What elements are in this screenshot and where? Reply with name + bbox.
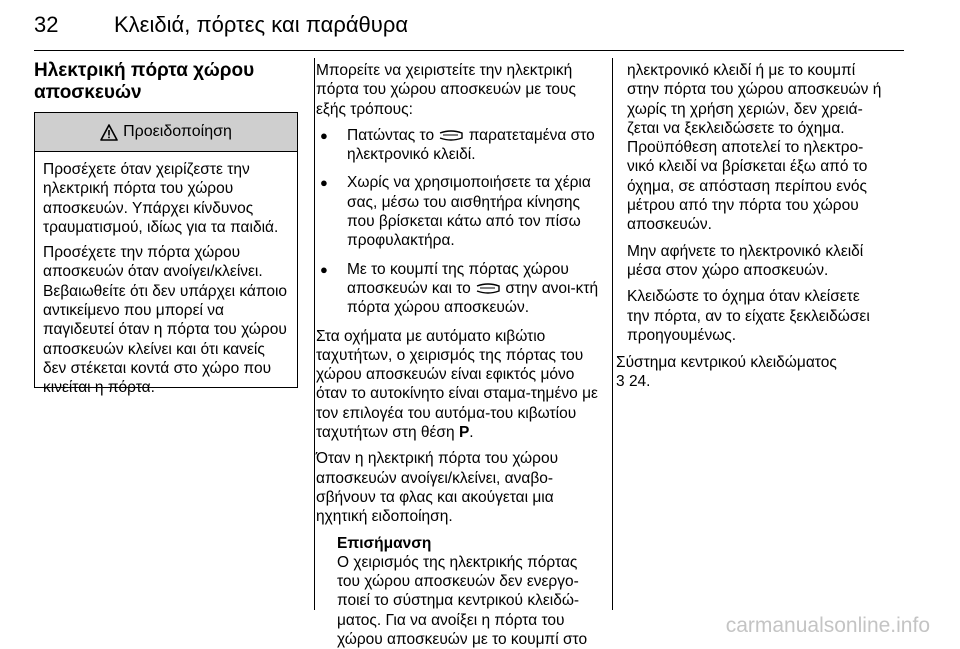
tailgate-icon [438,130,464,142]
intro-paragraph: Μπορείτε να χειριστείτε την ηλεκτρική πόρτα του χώρου αποσκευών με τους εξής τρόπους: [316,62,576,118]
warning-box [34,112,298,397]
note-text: Κλειδώστε το όχημα όταν κλείσετε την πόρτα, αν το είχατε ξεκλειδώσει προηγουμένως. [627,288,870,344]
column-divider [612,58,613,610]
note-continued [616,61,886,345]
watermark: carmanualsonline.info [725,614,930,637]
column-3 [616,61,886,392]
warning-paragraph: Προσέχετε την πόρτα χώρου αποσκευών όταν ανοίγει/κλείνει. Βεβαιωθείτε ότι δεν υπάρχει κάποιο αντικείμενο που μπορεί να παγιδευτεί όταν η πόρτα του χώρου αποσκευών κλείνει και ότι κανείς δεν στέκεται κοντά στο χώρο που κινείται η πόρτα. [43,244,288,397]
gear-position: P [458,424,470,442]
note-text: Ο χειρισμός της ηλεκτρικής πόρτας του χώρου αποσκευών δεν ενεργο-ποιεί το σύστημα κεντρικού κλειδώ-ματος. Για να ανοίξει η πόρτα του χώρου αποσκευών με το κουμπί στο [337,553,588,649]
list-item: ● Με το κουμπί της πόρτας χώρου αποσκευών και το στην ανοι-κτή πόρτα χώρου αποσκευών. [316,260,600,318]
warning-header [35,113,297,152]
note-text: ηλεκτρονικό κλειδί ή με το κουμπί στην πόρτα του χώρου αποσκευών ή χωρίς τη χρήση χεριών, δεν χρειά-ζεται να ξεκλειδώσετε το όχημα. Προϋπόθεση αποτελεί το ηλεκτρο-νικό κλειδί να βρίσκεται έξω από το όχημα, σε απόσταση περίπου ενός μέτρου από την πόρτα του χώρου αποσκευών. [627,62,882,234]
page-number: 32 [34,12,59,37]
reference-page: 24. [628,373,651,391]
warning-triangle-icon [100,124,118,141]
list-item: ● Πατώντας το παρατεταμένα στο ηλεκτρονικό κλειδί. [316,126,600,165]
column-divider [314,58,315,610]
signal-paragraph: Όταν η ηλεκτρική πόρτα του χώρου αποσκευών ανοίγει/κλείνει, αναβο-σβήνουν τα φλας και ακούγεται μια ηχητική ειδοποίηση. [316,450,559,526]
reference-arrow-icon: 3 [616,373,625,391]
section-title: Ηλεκτρική πόρτα χώρου αποσκευών [34,60,255,103]
operation-methods-list [316,126,600,318]
column-2 [316,61,600,649]
gearbox-paragraph: Στα οχήματα με αυτόματο κιβώτιο ταχυτήτων, ο χειρισμός της πόρτας του χώρου αποσκευών είναι εφικτός μόνο όταν το αυτοκίνητο είναι σταμα-τημένο με τον επιλογέα του αυτόμα-του κιβωτίου ταχυτήτων στη θέση P. [316,327,598,442]
note-block [316,534,600,649]
reference-text: Σύστημα κεντρικού κλειδώματος [616,354,837,372]
warning-title: Προειδοποίηση [123,123,232,140]
note-title: Επισήμανση [337,534,432,552]
warning-paragraph: Προσέχετε όταν χειρίζεστε την ηλεκτρική πόρτα του χώρου αποσκευών. Υπάρχει κίνδυνος τραυματισμού, ιδίως για τα παιδιά. [43,161,279,236]
tailgate-icon [475,283,501,295]
list-item: ● Χωρίς να χρησιμοποιήσετε τα χέρια σας, μέσω του αισθητήρα κίνησης που βρίσκεται κάτω από τον πίσω προφυλακτήρα. [316,173,600,250]
page-header [34,6,904,51]
cross-reference[interactable] [616,353,886,392]
note-text: Μην αφήνετε το ηλεκτρονικό κλειδί μέσα στον χώρο αποσκευών. [627,242,864,279]
chapter-title: Κλειδιά, πόρτες και παράθυρα [114,12,409,37]
warning-body [35,152,297,398]
